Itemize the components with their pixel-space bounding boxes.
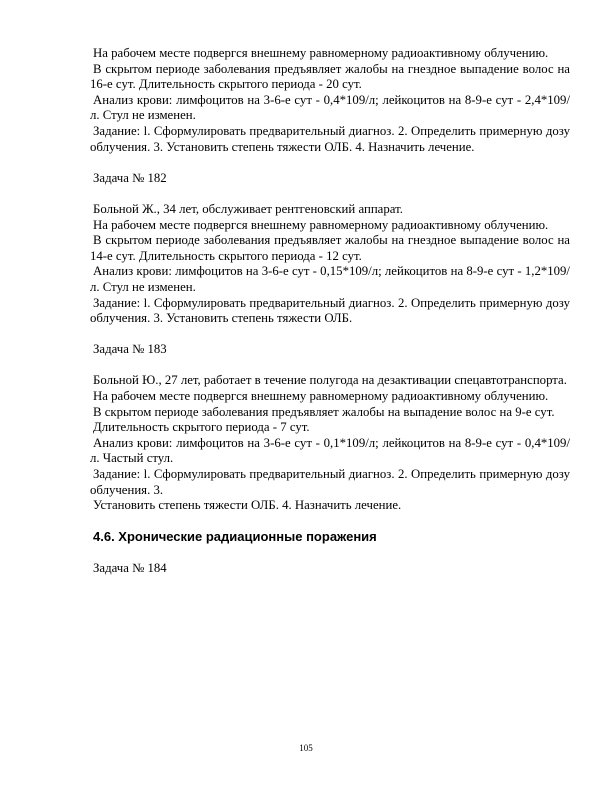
blood-analysis-paragraph: Анализ крови: лимфоцитов на 3-6-е сут - 0,4*109/л; лейкоцитов на 8-9-е сут - 2,4*109/л. Стул не изменен. [90, 92, 570, 123]
page-content [90, 46, 570, 576]
blood-analysis-paragraph: Анализ крови: лимфоцитов на 3-6-е сут - 0,15*109/л; лейкоцитов на 8-9-е сут - 1,2*109/л. Стул не изменен. [90, 264, 570, 294]
patient-paragraph: Больной Ю., 27 лет, работает в течение полугода на дезактивации спецавтотранспорта. [93, 373, 567, 388]
latent-period-paragraph: В скрытом периоде заболевания предъявляет жалобы на гнездное выпадение волос на 16-е сут. Длительность скрытого периода - 20 сут. [90, 61, 570, 92]
latent-period-paragraph: Длительность скрытого периода - 7 сут. [93, 420, 310, 435]
assignment-paragraph: Задание: l. Сформулировать предварительный диагноз. 2. Определить примерную дозу облучения. 3. [90, 467, 570, 497]
task-title-184: Задача № 184 [93, 560, 167, 575]
complaints-paragraph: В скрытом периоде заболевания предъявляет жалобы на выпадение волос на 9-е сут. [93, 404, 555, 419]
exposure-paragraph: На рабочем месте подвергся внешнему равномерному радиоактивному облучению. [93, 46, 549, 60]
blood-analysis-paragraph: Анализ крови: лимфоцитов на 3-6-е сут - 0,1*109/л; лейкоцитов на 8-9-е сут - 0,4*109/л. Частый стул. [90, 435, 570, 466]
assignment-paragraph: Задание: l. Сформулировать предварительный диагноз. 2. Определить примерную дозу облучения. 3. Установить степень тяжести ОЛБ. [90, 295, 570, 326]
task-title-183: Задача № 183 [93, 342, 167, 357]
patient-paragraph: Больной Ж., 34 лет, обслуживает рентгеновский аппарат. [93, 201, 403, 216]
exposure-paragraph: На рабочем месте подвергся внешнему равномерному радиоактивному облучению. [93, 389, 549, 404]
page-number: 105 [299, 743, 313, 753]
latent-period-paragraph: В скрытом периоде заболевания предъявляет жалобы на гнездное выпадение волос на 14-е сут. Длительность скрытого периода - 12 сут. [90, 233, 570, 263]
assignment-continuation: Установить степень тяжести ОЛБ. 4. Назначить лечение. [93, 498, 402, 513]
section-heading: 4.6. Хронические радиационные поражения [93, 529, 377, 545]
exposure-paragraph: На рабочем месте подвергся внешнему равномерному радиоактивному облучению. [93, 217, 549, 232]
task-title-182: Задача № 182 [93, 170, 167, 185]
assignment-paragraph: Задание: l. Сформулировать предварительный диагноз. 2. Определить примерную дозу облучения. 3. Установить степень тяжести ОЛБ. 4. Назначить лечение. [90, 123, 570, 154]
